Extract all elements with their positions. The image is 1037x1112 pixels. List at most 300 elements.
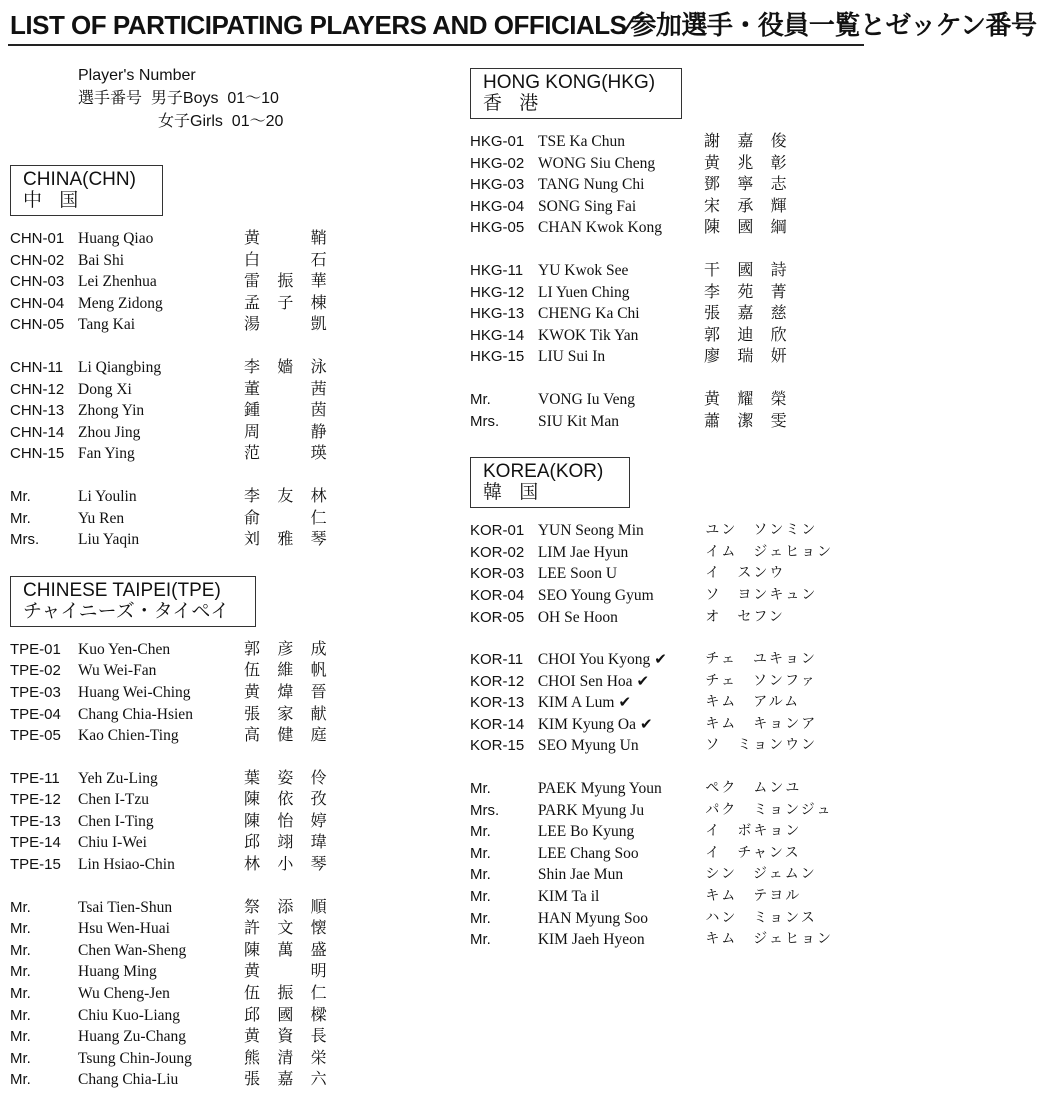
roster-row	[470, 671, 865, 693]
roster-row	[470, 131, 865, 153]
player-code: Mrs.	[10, 531, 40, 549]
player-name-text: Tang Kai	[78, 316, 136, 334]
local-char: 嬙	[277, 358, 294, 376]
player-name-text: Chiu Kuo-Liang	[78, 1006, 181, 1024]
local-char	[277, 250, 310, 272]
player-name	[538, 174, 704, 196]
roster-row	[470, 411, 865, 433]
roster-row	[10, 768, 450, 790]
player-name	[538, 389, 704, 411]
player-local-name	[244, 768, 344, 790]
player-code: CHN-14	[10, 423, 65, 441]
roster-row	[10, 508, 450, 530]
local-char: 國	[737, 219, 754, 237]
player-name-text: Tsung Chin-Joung	[78, 1049, 192, 1067]
local-char: 綱	[770, 219, 787, 237]
local-char: 許	[244, 920, 261, 938]
player-name	[538, 346, 704, 368]
local-char: 苑	[737, 283, 754, 301]
roster-row	[10, 854, 450, 876]
roster-row	[470, 735, 865, 757]
player-code: TPE-14	[10, 834, 61, 852]
local-char: 董	[244, 380, 261, 398]
player-code: TPE-02	[10, 662, 61, 680]
country-header-tpe	[10, 576, 256, 627]
player-code: TPE-04	[10, 705, 61, 723]
local-char: 迪	[737, 326, 754, 344]
player-local-name	[244, 422, 344, 444]
roster-row	[10, 357, 450, 379]
local-char: 國	[737, 261, 754, 279]
local-char: 陳	[244, 941, 261, 959]
player-code: Mr.	[10, 920, 31, 938]
local-char: 添	[277, 898, 294, 916]
roster-row	[470, 864, 865, 886]
local-char: 雷	[244, 273, 261, 291]
player-code: Mr.	[10, 941, 31, 959]
player-code: KOR-02	[470, 543, 525, 561]
player-name-text: WONG Siu Cheng	[538, 154, 656, 172]
player-name	[78, 832, 244, 854]
player-local-name	[704, 411, 804, 433]
local-char: 彦	[277, 640, 294, 658]
player-code: Mr.	[470, 780, 491, 798]
local-char: 琴	[310, 856, 327, 874]
player-name	[78, 508, 244, 530]
roster-row	[10, 422, 450, 444]
local-char: 榮	[770, 390, 787, 408]
player-name-text: Huang Qiao	[78, 230, 154, 247]
local-char: 怡	[277, 812, 294, 830]
local-char: 詩	[770, 261, 787, 279]
player-name-text: PARK Myung Ju	[537, 801, 645, 819]
player-name	[538, 800, 706, 822]
player-name	[78, 486, 244, 508]
roster-row	[10, 1069, 450, 1091]
local-char: 菁	[770, 283, 787, 301]
player-code: Mr.	[470, 888, 491, 906]
country-name-local: チャイニーズ・タイペイ	[23, 600, 230, 622]
player-name-text: Chen Wan-Sheng	[78, 941, 187, 959]
player-name-text: PAEK Myung Youn	[537, 780, 662, 798]
local-char: 帆	[310, 662, 327, 680]
player-name	[538, 325, 704, 347]
local-char	[277, 443, 310, 465]
player-name-text: Yu Ren	[78, 509, 125, 527]
local-char: 長	[310, 1028, 327, 1046]
chn-girls	[10, 357, 450, 465]
player-name	[78, 529, 244, 551]
player-code: Mr.	[10, 487, 31, 505]
local-char: 懐	[310, 920, 327, 938]
player-code: CHN-15	[10, 445, 65, 463]
local-char: 陳	[704, 219, 721, 237]
player-name-text: TANG Nung Chi	[538, 176, 645, 194]
country-name-en: CHINA(CHN)	[23, 169, 136, 190]
player-name	[78, 639, 244, 661]
player-name	[78, 983, 244, 1005]
local-char: 邱	[244, 1006, 261, 1024]
local-char: 六	[310, 1071, 327, 1089]
local-char: 晉	[310, 683, 327, 701]
roster-row	[470, 886, 865, 908]
country-name-local: 中 国	[23, 190, 85, 211]
local-char: 葉	[244, 769, 261, 787]
roster-row	[470, 303, 865, 325]
kor-officials	[470, 778, 865, 951]
local-char: 健	[277, 727, 294, 745]
player-local-name: チェ ユキョン	[705, 651, 817, 668]
roster-row	[10, 660, 450, 682]
player-name-text: Kuo Yen-Chen	[78, 640, 171, 658]
player-name	[78, 682, 244, 704]
local-char: 雯	[770, 412, 787, 430]
tpe-girls	[10, 768, 450, 876]
roster-row	[470, 520, 865, 542]
roster-row	[470, 196, 865, 218]
player-local-name: チェ ソンファ	[705, 672, 817, 689]
player-name-text: Lin Hsiao-Chin	[78, 856, 175, 874]
local-char: 林	[244, 856, 261, 874]
local-char: 張	[704, 305, 721, 323]
player-code: HKG-03	[470, 176, 525, 194]
player-name	[538, 649, 706, 671]
player-name	[78, 961, 244, 983]
local-char	[277, 379, 310, 401]
local-char: 蕭	[704, 412, 721, 430]
local-char: 泳	[310, 358, 327, 376]
player-name-text: LIU Sui In	[538, 348, 606, 366]
local-char: 棟	[310, 294, 327, 312]
roster-row	[10, 379, 450, 401]
local-char: 華	[310, 273, 327, 291]
player-name	[538, 585, 706, 607]
roster-row	[470, 843, 865, 865]
player-name	[78, 250, 244, 272]
player-local-name	[704, 174, 804, 196]
local-char: 高	[244, 727, 261, 745]
player-name	[78, 918, 244, 940]
check-mark-icon: ✔	[636, 671, 650, 690]
player-name-text: VONG Iu Veng	[538, 390, 636, 408]
local-char	[277, 228, 310, 250]
player-name-text: Bai Shi	[78, 251, 125, 269]
legend-line-2: 選手番号 男子Boys 01～10	[78, 90, 279, 107]
local-char: 振	[277, 985, 294, 1003]
player-local-name: パク ミョンジュ	[705, 801, 833, 818]
player-local-name	[244, 379, 344, 401]
roster-row	[470, 692, 865, 714]
local-char: 凱	[310, 316, 327, 334]
player-code: KOR-14	[470, 715, 525, 733]
player-local-name	[244, 400, 344, 422]
local-char: 伶	[310, 769, 327, 787]
player-name-text: Huang Wei-Ching	[78, 683, 191, 701]
player-local-name	[244, 961, 344, 983]
local-char: 瑞	[737, 348, 754, 366]
player-local-name	[244, 486, 344, 508]
player-code: Mr.	[10, 1049, 31, 1067]
roster-row	[470, 346, 865, 368]
roster-row	[10, 271, 450, 293]
local-char: 陳	[244, 812, 261, 830]
roster-row	[10, 443, 450, 465]
roster-row	[470, 260, 865, 282]
roster-row	[470, 174, 865, 196]
local-char: 干	[704, 261, 721, 279]
player-name-text: KIM Jaeh Hyeon	[537, 931, 645, 949]
player-name	[538, 821, 706, 843]
player-name	[78, 1005, 244, 1027]
player-local-name: キム アルム	[705, 694, 801, 711]
player-local-name: ユン ソンミン	[705, 522, 818, 539]
local-char	[277, 422, 310, 444]
title-divider	[8, 44, 864, 46]
player-name	[78, 1026, 244, 1048]
player-name-text: OH Se Hoon	[537, 608, 618, 626]
chn-boys	[10, 228, 450, 336]
roster-row	[470, 821, 865, 843]
player-name	[538, 929, 706, 951]
player-name-text: CHAN Kwok Kong	[538, 219, 662, 237]
player-name	[78, 811, 244, 833]
player-code: Mr.	[10, 985, 31, 1003]
local-char: 欣	[770, 326, 787, 344]
player-name-text: CHOI You Kyong	[537, 651, 651, 669]
roster-row	[10, 897, 450, 919]
player-local-name	[244, 660, 344, 682]
local-char: 文	[277, 920, 294, 938]
player-name-text: CHOI Sen Hoa	[537, 672, 633, 690]
local-char: 湯	[244, 316, 261, 334]
local-char: 志	[770, 176, 787, 194]
hkg-girls	[470, 260, 865, 368]
player-code: CHN-13	[10, 402, 65, 420]
roster-row	[10, 486, 450, 508]
player-name-text: YUN Seong Min	[537, 522, 644, 540]
player-code: KOR-03	[470, 565, 525, 583]
roster-row	[470, 714, 865, 736]
player-name-text: Huang Ming	[78, 963, 157, 981]
roster-row	[10, 293, 450, 315]
roster-row	[470, 607, 865, 629]
local-char: 彰	[770, 154, 787, 172]
local-char: 黄	[244, 230, 261, 247]
player-name	[78, 725, 244, 747]
player-name-text: Huang Zu-Chang	[78, 1028, 187, 1046]
player-name	[538, 282, 704, 304]
local-char: 維	[277, 662, 294, 680]
player-name	[78, 293, 244, 315]
player-local-name	[244, 250, 344, 272]
player-name-text: TSE Ka Chun	[538, 133, 625, 150]
tpe-officials	[10, 897, 450, 1091]
country-name-en: HONG KONG(HKG)	[483, 72, 656, 93]
legend-line-1: Player's Number	[78, 67, 196, 84]
check-mark-icon: ✔	[618, 693, 632, 712]
local-char: 萬	[277, 941, 294, 959]
local-char: 煒	[277, 683, 294, 701]
player-code: Mrs.	[470, 801, 500, 819]
player-name	[538, 692, 706, 714]
roster-row	[10, 639, 450, 661]
player-code: TPE-12	[10, 791, 61, 809]
player-code: Mr.	[10, 1006, 31, 1024]
local-char: 伍	[244, 985, 261, 1003]
player-name-text: Meng Zidong	[78, 294, 163, 312]
player-local-name: ペク ムンユ	[705, 780, 802, 797]
roster-row	[10, 314, 450, 336]
player-code: KOR-12	[470, 672, 525, 690]
player-local-name	[244, 357, 344, 379]
local-char: 清	[277, 1049, 294, 1067]
player-local-name	[244, 293, 344, 315]
roster-row	[10, 704, 450, 726]
player-name	[538, 735, 706, 757]
roster-row	[470, 800, 865, 822]
local-char: 琴	[310, 531, 327, 549]
player-name	[538, 714, 706, 736]
local-char: 献	[310, 705, 327, 723]
hkg-boys	[470, 131, 865, 239]
roster-row	[10, 1026, 450, 1048]
player-name-text: Dong Xi	[78, 380, 132, 398]
local-char: 姿	[277, 769, 294, 787]
local-char: 嘉	[737, 305, 754, 323]
player-local-name	[244, 271, 344, 293]
section-hong-kong	[470, 64, 865, 432]
player-code: HKG-14	[470, 326, 525, 344]
player-local-name	[244, 832, 344, 854]
check-mark-icon: ✔	[639, 714, 653, 733]
local-char: 耀	[737, 390, 754, 408]
player-name-text: SIU Kit Man	[538, 412, 619, 430]
country-name-local: 香 港	[483, 93, 545, 114]
player-name-text: KIM Ta il	[537, 888, 600, 906]
player-local-name	[244, 854, 344, 876]
player-name	[78, 768, 244, 790]
local-char: 國	[277, 1006, 294, 1024]
local-char: 樑	[310, 1006, 327, 1024]
player-local-name	[244, 1048, 344, 1070]
local-char: 黄	[704, 154, 721, 172]
local-char: 仁	[310, 509, 327, 527]
local-char: 鄧	[704, 176, 721, 194]
player-local-name: シン ジェムン	[705, 866, 817, 883]
local-char: 茜	[310, 380, 327, 398]
player-name-text: YU Kwok See	[538, 261, 629, 279]
player-local-name	[704, 260, 804, 282]
player-local-name	[704, 282, 804, 304]
player-local-name: ソ ヨンキュン	[705, 586, 818, 603]
player-name-text: Wu Wei-Fan	[78, 662, 157, 680]
player-name	[78, 443, 244, 465]
player-local-name	[244, 704, 344, 726]
local-char: 刘	[244, 531, 261, 549]
player-name-text: Zhou Jing	[78, 423, 141, 441]
player-code: Mr.	[10, 1071, 31, 1089]
player-name-text: Hsu Wen-Huai	[78, 920, 170, 938]
player-code: Mr.	[470, 931, 491, 949]
player-local-name	[244, 682, 344, 704]
player-name	[78, 357, 244, 379]
player-local-name: キム テヨル	[705, 888, 802, 905]
local-char: 庭	[310, 727, 327, 745]
local-char	[277, 961, 310, 983]
local-char: 俊	[770, 133, 787, 150]
check-mark-icon: ✔	[654, 650, 667, 669]
player-code: Mrs.	[470, 412, 500, 430]
player-local-name	[244, 314, 344, 336]
player-name	[78, 228, 244, 250]
local-char: 張	[244, 1071, 261, 1089]
local-char: 熊	[244, 1049, 261, 1067]
player-name	[538, 196, 704, 218]
player-local-name	[244, 443, 344, 465]
player-local-name	[244, 639, 344, 661]
local-char: 石	[310, 251, 327, 269]
roster-row	[10, 228, 450, 250]
player-local-name	[704, 346, 804, 368]
page-title: LIST OF PARTICIPATING PLAYERS AND OFFICIALS∕参加選手・役員一覧とゼッケン番号	[10, 10, 1037, 40]
player-local-name	[244, 1005, 344, 1027]
local-char: 瑛	[310, 445, 327, 463]
local-char: 周	[244, 423, 261, 441]
roster-row	[10, 983, 450, 1005]
player-local-name	[244, 228, 344, 250]
player-local-name	[244, 725, 344, 747]
player-name	[538, 563, 706, 585]
player-code: KOR-13	[470, 694, 525, 712]
player-code: Mr.	[10, 1028, 31, 1046]
local-char: 寧	[737, 176, 754, 194]
player-name-text: Lei Zhenhua	[78, 273, 157, 291]
roster-row	[470, 649, 865, 671]
player-code: Mr.	[470, 390, 491, 408]
roster-row	[470, 542, 865, 564]
local-char: 子	[277, 294, 294, 312]
country-name-en: CHINESE TAIPEI(TPE)	[23, 579, 221, 601]
local-char: 黄	[244, 1028, 261, 1046]
player-name	[78, 379, 244, 401]
player-name-text: Liu Yaqin	[78, 531, 140, 549]
roster-row	[470, 325, 865, 347]
player-local-name: イ チャンス	[705, 844, 801, 861]
local-char: 瑋	[310, 834, 327, 852]
player-name	[538, 542, 706, 564]
local-char: 黄	[704, 390, 721, 408]
player-code: Mr.	[470, 866, 491, 884]
roster-row	[10, 811, 450, 833]
player-name-text: Kao Chien-Ting	[78, 727, 179, 745]
player-name	[538, 607, 706, 629]
player-local-name: オ セフン	[705, 608, 785, 625]
player-name	[538, 411, 704, 433]
country-header-chn	[10, 165, 163, 216]
local-char: 祭	[244, 898, 261, 916]
local-char: 依	[277, 791, 294, 809]
player-local-name	[244, 508, 344, 530]
player-code: TPE-01	[10, 640, 61, 658]
local-char: 伍	[244, 662, 261, 680]
local-char: 李	[244, 358, 261, 376]
player-local-name: キム ジェヒョン	[705, 931, 833, 948]
player-name-text: Shin Jae Mun	[537, 866, 624, 884]
local-char: 邱	[244, 834, 261, 852]
roster-row	[10, 725, 450, 747]
player-name	[538, 217, 704, 239]
local-char: 范	[244, 445, 261, 463]
